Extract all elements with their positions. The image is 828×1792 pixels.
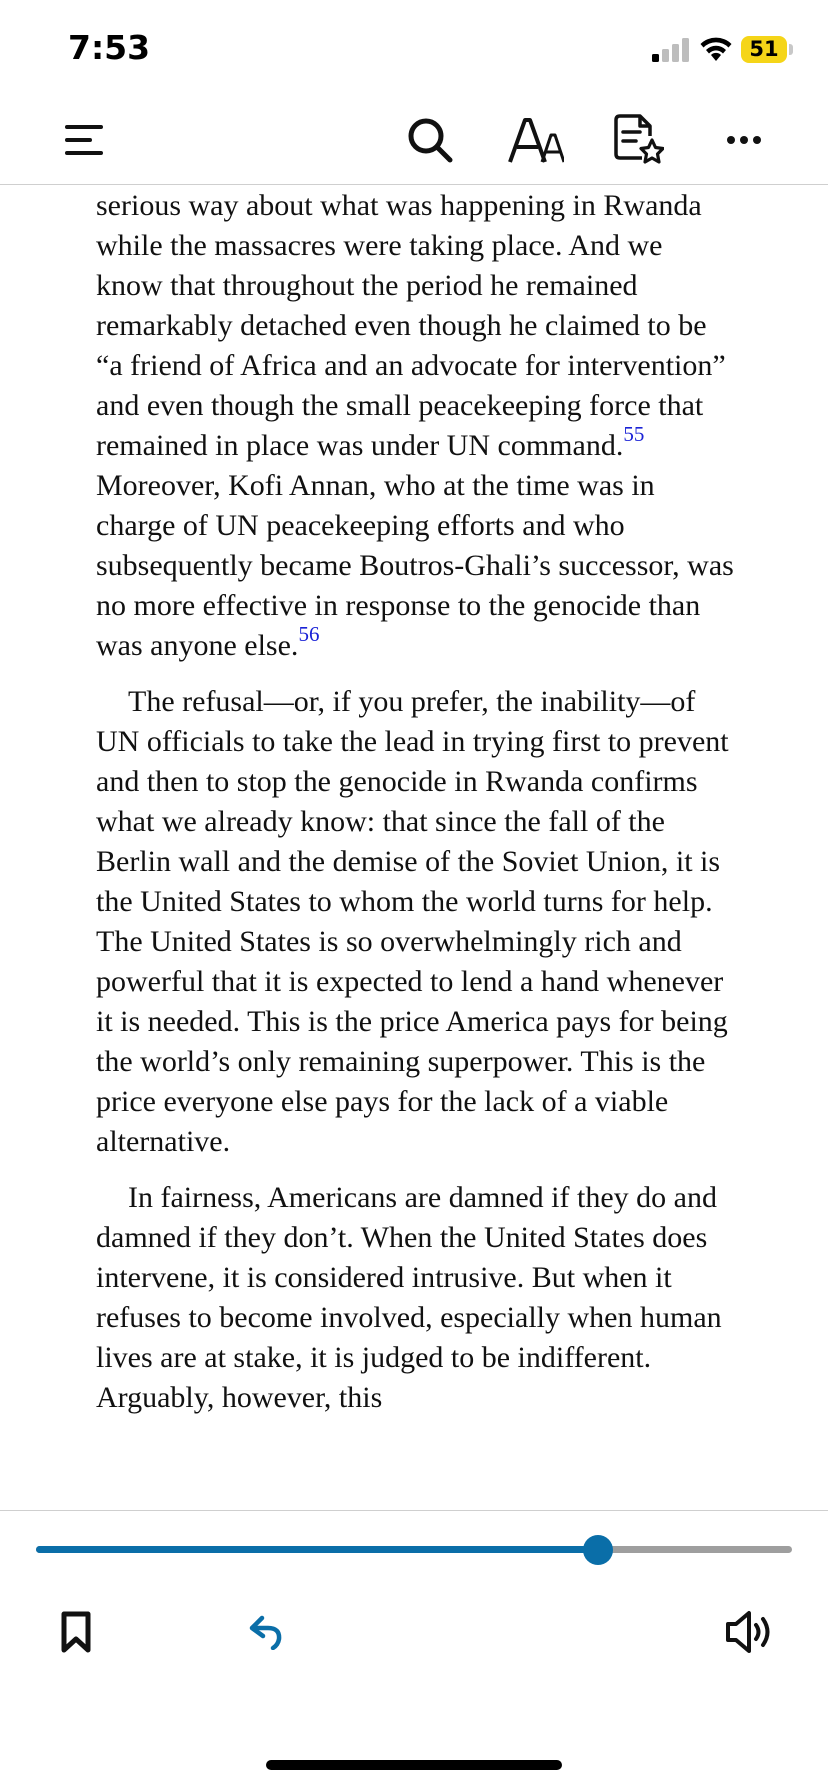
hamburger-menu-icon	[64, 124, 104, 156]
battery-tip	[789, 44, 793, 55]
wifi-icon	[699, 36, 733, 62]
footnote-link-55[interactable]: 55	[623, 422, 645, 446]
more-icon	[726, 135, 762, 145]
reading-progress-slider[interactable]	[36, 1534, 792, 1566]
search-button[interactable]	[400, 110, 460, 170]
battery-indicator: 51	[741, 36, 787, 63]
menu-button[interactable]	[54, 110, 114, 170]
notes-highlights-button[interactable]	[608, 110, 668, 170]
audio-playback-button[interactable]	[720, 1602, 780, 1662]
cellular-signal-icon	[652, 38, 692, 62]
bottom-divider	[0, 1510, 828, 1511]
audio-speaker-icon	[725, 1610, 775, 1654]
go-back-button[interactable]	[236, 1602, 296, 1662]
paragraph: The refusal—or, if you prefer, the inability—of UN officials to take the lead in trying first to prevent and then to stop the genocide in Rwanda confirms what we already know: that since the fall of the Berlin wall and the demise of the Soviet Union, it is the United States to whom the world turns for help. The United States is so overwhelmingly rich and powerful that it is expected to lend a hand whenever it is needed. This is the price America pays for being the world’s only remaining superpower. This is the price everyone else pays for the lack of a viable alternative.	[96, 685, 729, 1158]
bookmark-button[interactable]	[46, 1602, 106, 1662]
bookmark-icon	[61, 1611, 91, 1653]
status-time: 7:53	[68, 28, 151, 67]
more-options-button[interactable]	[714, 110, 774, 170]
book-page-content	[96, 184, 736, 1510]
notes-star-icon	[612, 114, 664, 166]
paragraph-text: Moreover, Kofi Annan, who at the time was in charge of UN peacekeeping efforts and who subsequently became Boutros-Ghali’s successor, was no more effective in response to the genocide than was anyone else.	[96, 469, 734, 662]
paragraph: In fairness, Americans are damned if they do and damned if they don’t. When the United States does intervene, it is considered intrusive. But when it refuses to become involved, especially when human lives are at stake, it is judged to be indifferent. Arguably, however, this	[96, 1181, 722, 1414]
font-settings-button[interactable]	[506, 110, 566, 170]
footnote-link-56[interactable]: 56	[298, 622, 320, 646]
home-indicator[interactable]	[266, 1760, 562, 1770]
back-arrow-icon	[248, 1614, 284, 1650]
slider-fill	[36, 1546, 598, 1553]
status-bar	[0, 0, 828, 96]
search-icon	[406, 116, 454, 164]
paragraph-text: serious way about what was happening in Rwanda while the massacres were taking place. And we know that throughout the period he remained remarkably detached even though he claimed to be “a friend of Africa and an advocate for intervention” and even though the small peacekeeping force that remained in place was under UN command.	[96, 189, 726, 462]
slider-thumb[interactable]	[583, 1535, 613, 1565]
font-size-icon	[508, 116, 564, 164]
reader-toolbar	[0, 96, 828, 185]
paragraph	[96, 186, 736, 666]
